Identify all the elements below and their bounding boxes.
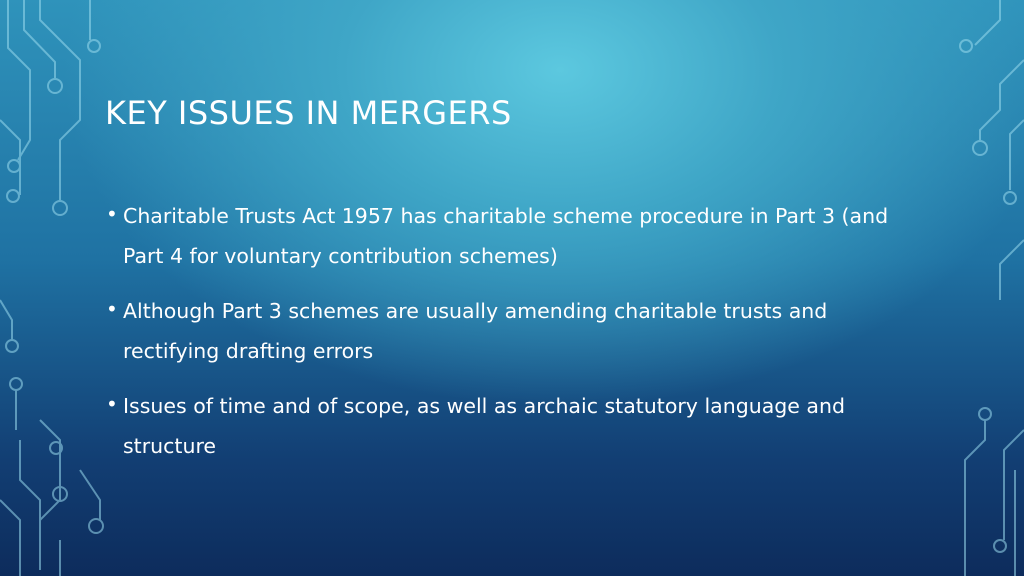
bullet-dot-icon: • <box>106 202 118 226</box>
bullet-item <box>106 196 906 276</box>
bullet-text: Issues of time and of scope, as well as archaic statutory language and structure <box>123 394 845 458</box>
bullet-list <box>106 196 906 481</box>
bullet-item <box>106 386 906 466</box>
bullet-dot-icon: • <box>106 392 118 416</box>
bullet-text: Although Part 3 schemes are usually amending charitable trusts and rectifying drafting errors <box>123 299 828 363</box>
bullet-item <box>106 291 906 371</box>
bullet-dot-icon: • <box>106 297 118 321</box>
bullet-text: Charitable Trusts Act 1957 has charitable scheme procedure in Part 3 (and Part 4 for voluntary contribution schemes) <box>123 204 889 268</box>
slide-title: KEY ISSUES IN MERGERS <box>105 94 512 132</box>
